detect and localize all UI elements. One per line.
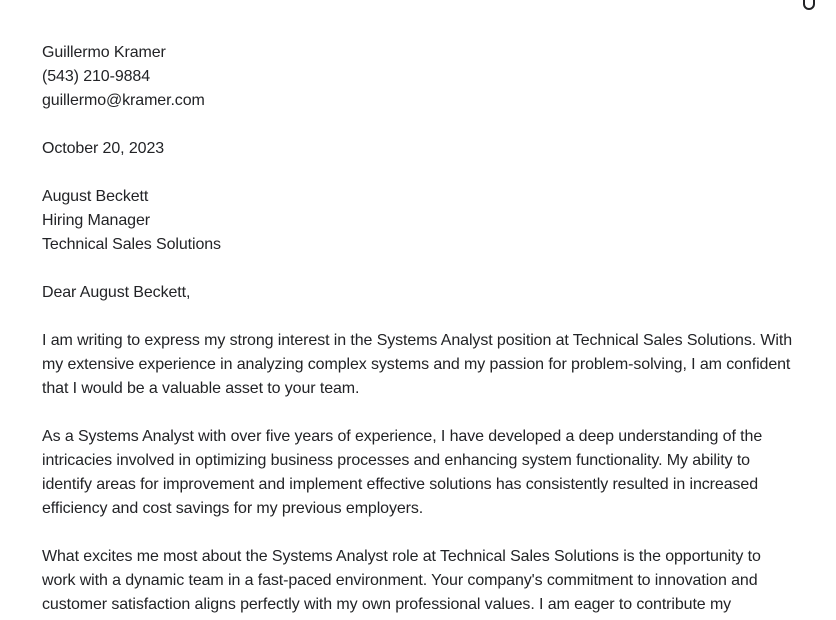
salutation-text: Dear August Beckett, (42, 284, 191, 301)
date-text: October 20, 2023 (42, 140, 165, 157)
sender-email: guillermo@kramer.com (42, 92, 205, 109)
recipient-block (42, 185, 794, 257)
cover-letter (42, 41, 794, 620)
letter-date (42, 137, 794, 161)
recipient-company: Technical Sales Solutions (42, 236, 221, 253)
sender-block (42, 41, 794, 113)
salutation (42, 281, 794, 305)
body-paragraph-2: As a Systems Analyst with over five years of experience, I have developed a deep understanding of the intricacies involved in optimizing business processes and enhancing system functionality. My ability to identify areas for improvement and implement effective solutions has consistently resulted in increased efficiency and cost savings for my previous employers. (42, 428, 763, 517)
sender-name: Guillermo Kramer (42, 44, 166, 61)
recipient-title: Hiring Manager (42, 212, 150, 229)
recipient-name: August Beckett (42, 188, 149, 205)
sender-phone: (543) 210-9884 (42, 68, 151, 85)
body-paragraph-3: What excites me most about the Systems Analyst role at Technical Sales Solutions is the opportunity to work with a dynamic team in a fast-paced environment. Your company's commitment to innovation and customer satisfaction aligns perfectly with my own professional values. I am eager to contribute my (42, 548, 761, 613)
body-paragraph-1: I am writing to express my strong interest in the Systems Analyst position at Technical Sales Solutions. With my extensive experience in analyzing complex systems and my passion for problem-solving, I am confident that I would be a valuable asset to your team. (42, 332, 793, 397)
cursor-icon (802, 0, 816, 12)
